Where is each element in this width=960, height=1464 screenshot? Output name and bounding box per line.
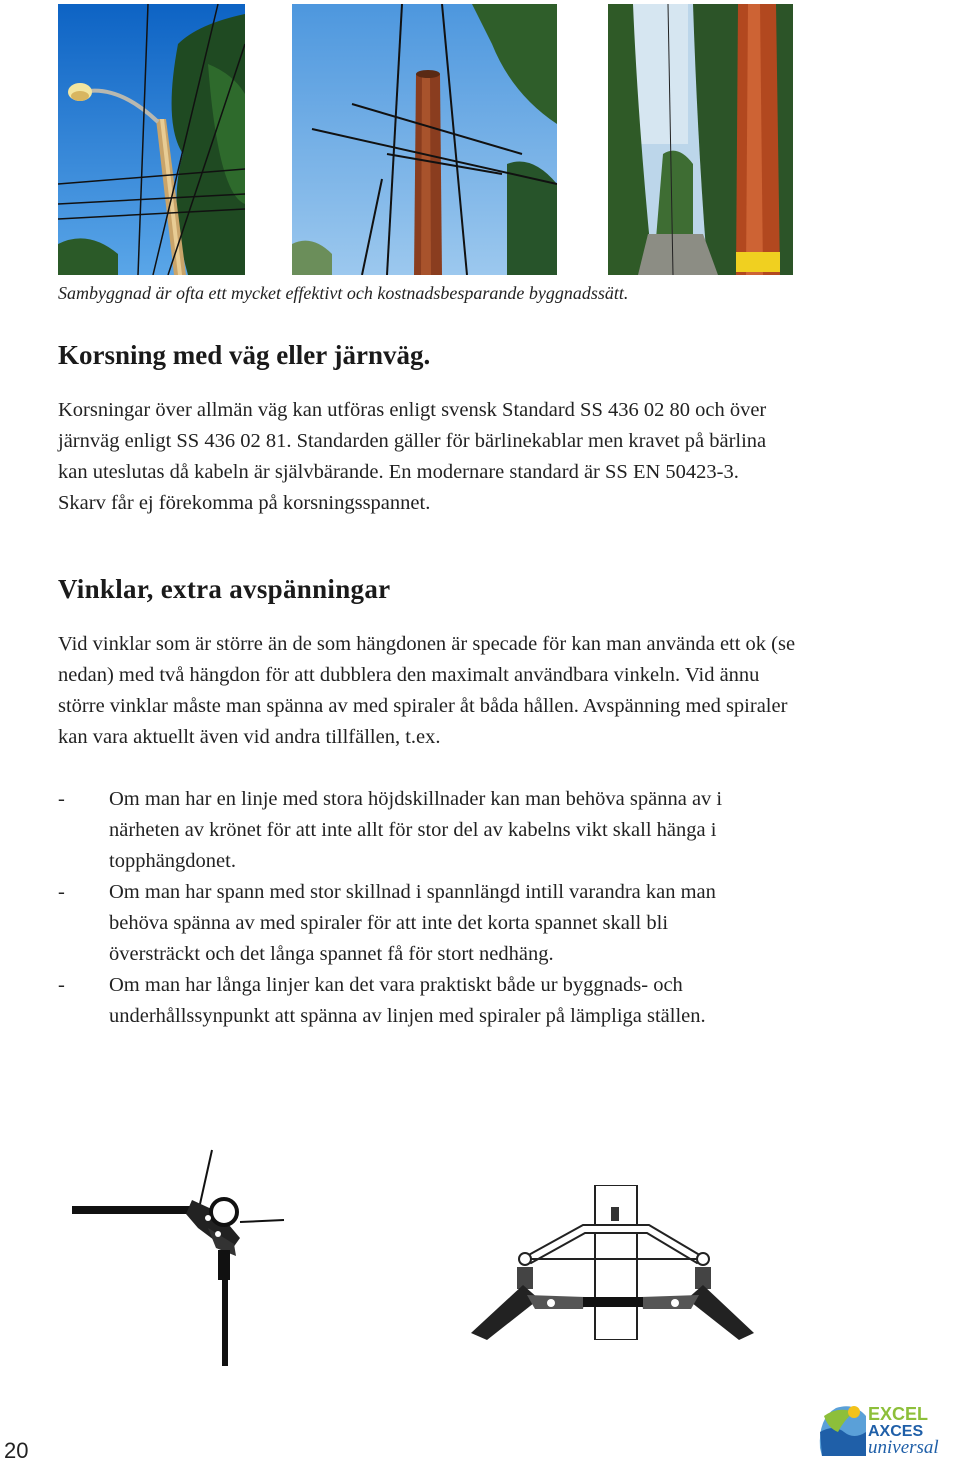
photo-caption: Sambyggnad är ofta ett mycket effektivt och kostnadsbesparande byggnadssätt. <box>58 283 629 303</box>
heading-korsning: Korsning med väg eller järnväg. <box>58 340 431 370</box>
photo-forest-road-pole-line <box>608 4 793 275</box>
list-item <box>58 784 758 877</box>
bullet-dash: - <box>58 881 65 903</box>
list-item <box>58 970 758 1032</box>
heading-vinklar: Vinklar, extra avspänningar <box>58 574 391 604</box>
photo-pole-with-crossarm <box>292 4 557 275</box>
bullet-dash: - <box>58 788 65 810</box>
diagram-corner-yoke <box>68 1148 288 1368</box>
korsning-text: Korsningar över allmän väg kan utföras enligt svensk Standard SS 436 02 80 och över järnväg enligt SS 436 02 81. Standarden gäller för bärlinekablar men kravet på bärlina kan uteslutas då kabeln är självbärande. En modernare standard är SS EN 50423-3. <box>58 399 767 483</box>
photo-street-lamp-pole <box>58 4 245 275</box>
paragraph-vinklar: Vid vinklar som är större än de som hängdonen är specade för kan man använda ett ok (se nedan) med två hängdon för att dubblera den maximalt användbara vinkeln. Vid ännu större vinklar måste man spänna av med spiraler åt båda hållen. Avspänning med spiraler kan vara aktuellt även vid andra tillfällen, t.ex. <box>58 633 796 748</box>
list-item <box>58 877 758 970</box>
bullet-list <box>58 784 758 1032</box>
diagram-pole-yoke <box>465 1185 760 1340</box>
bullet-dash: - <box>58 974 65 996</box>
excel-axces-logo <box>814 1398 956 1458</box>
logo-line1: EXCEL <box>868 1404 929 1424</box>
logo-line3: universal <box>868 1437 939 1458</box>
bullet-text: Om man har långa linjer kan det vara praktiskt både ur byggnads- och underhållssynpunkt att spänna av linjen med spiraler på lämpliga ställen. <box>109 974 706 1027</box>
bullet-text: Om man har spann med stor skillnad i spannlängd intill varandra kan man behöva spänna av med spiraler för att inte det korta spannet skall bli översträckt och det långa spannet få för stort nedhäng. <box>109 881 716 965</box>
bullet-text: Om man har en linje med stora höjdskillnader kan man behöva spänna av i närheten av krönet för att inte allt för stor del av kabelns vikt skall hänga i topphängdonet. <box>109 788 723 872</box>
korsning-note: Skarv får ej förekomma på korsningsspannet. <box>58 492 431 514</box>
paragraph-korsning <box>58 395 798 519</box>
logo-line2: AXCES <box>868 1423 924 1440</box>
page-number: 20 <box>4 1438 29 1463</box>
